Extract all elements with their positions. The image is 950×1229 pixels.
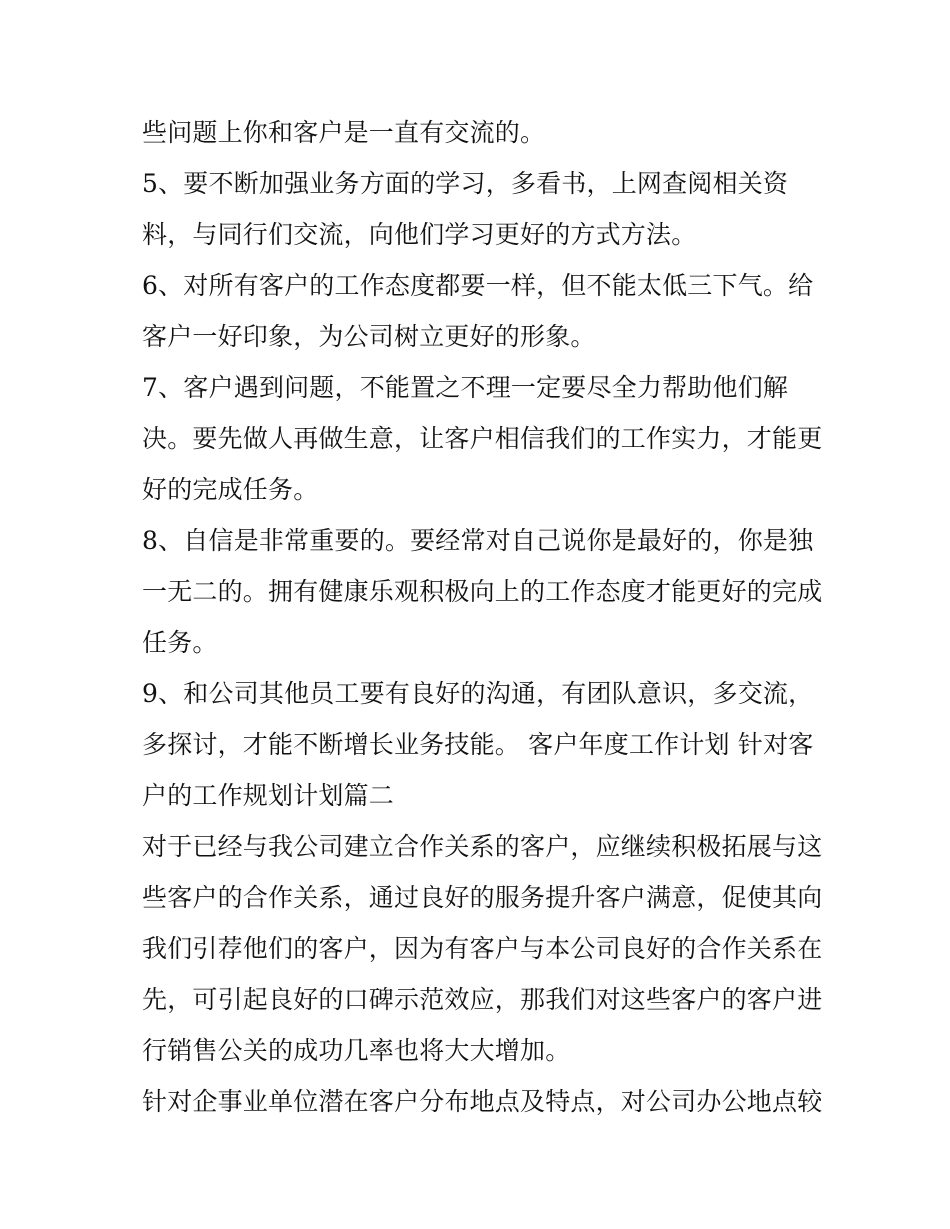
text-line: 一无二的。拥有健康乐观积极向上的工作态度才能更好的完成 xyxy=(142,577,823,606)
text-line: 行销售公关的成功几率也将大大增加。 xyxy=(142,1036,571,1065)
text-line: 先，可引起良好的口碑示范效应，那我们对这些客户的客户进 xyxy=(142,985,823,1014)
text-line: 决。要先做人再做生意，让客户相信我们的工作实力，才能更 xyxy=(142,424,823,453)
text-line: 9、和公司其他员工要有良好的沟通，有团队意识，多交流， xyxy=(142,679,814,708)
text-line: 料，与同行们交流，向他们学习更好的方式方法。 xyxy=(142,220,697,249)
text-line: 些客户的合作关系，通过良好的服务提升客户满意，促使其向 xyxy=(142,883,823,912)
text-line: 任务。 xyxy=(142,628,218,657)
text-line: 对于已经与我公司建立合作关系的客户，应继续积极拓展与这 xyxy=(142,832,823,861)
text-line: 户的工作规划计划篇二 xyxy=(142,781,395,810)
text-line: 客户一好印象，为公司树立更好的形象。 xyxy=(142,322,596,351)
text-line: 5、要不断加强业务方面的学习，多看书，上网查阅相关资 xyxy=(142,169,789,198)
text-line: 针对企事业单位潜在客户分布地点及特点，对公司办公地点较 xyxy=(142,1087,823,1116)
text-line: 7、客户遇到问题，不能置之不理一定要尽全力帮助他们解 xyxy=(142,373,789,402)
text-line: 些问题上你和客户是一直有交流的。 xyxy=(142,118,546,147)
text-line: 好的完成任务。 xyxy=(142,475,319,504)
text-line: 我们引荐他们的客户，因为有客户与本公司良好的合作关系在 xyxy=(142,934,823,963)
body-text xyxy=(142,107,822,1127)
text-line: 多探讨，才能不断增长业务技能。 客户年度工作计划 针对客 xyxy=(142,730,814,759)
text-line: 6、对所有客户的工作态度都要一样，但不能太低三下气。给 xyxy=(142,271,814,300)
text-line: 8、自信是非常重要的。要经常对自己说你是最好的，你是独 xyxy=(142,526,814,555)
